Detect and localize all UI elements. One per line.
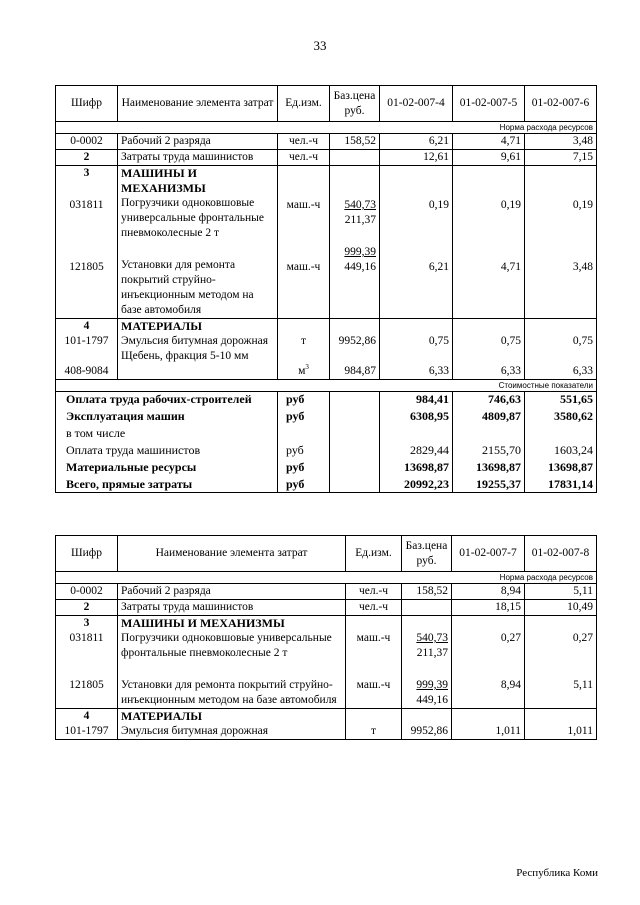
row-name: Рабочий 2 разряда xyxy=(118,584,346,600)
machine-operator-price: 211,37 xyxy=(344,214,376,226)
material-name: Эмульсия битумная дорожная xyxy=(121,725,269,737)
header-col2: 01-02-007-8 xyxy=(525,536,597,572)
cost-summary xyxy=(56,392,597,493)
machine-value: 6,21 xyxy=(428,261,449,273)
row-code: 0-0002 xyxy=(56,584,118,600)
norm-label: Норма расхода ресурсов xyxy=(56,572,597,584)
cost-value: 13698,87 xyxy=(476,460,521,474)
machine-value: 0,19 xyxy=(500,199,521,211)
header-col1: 01-02-007-7 xyxy=(452,536,525,572)
cost-value: 984,41 xyxy=(416,392,449,406)
section-machines xyxy=(56,616,597,709)
machine-value: 8,94 xyxy=(500,679,521,691)
machine-unit: маш.-ч xyxy=(356,632,391,644)
cost-including: в том числе xyxy=(66,426,126,440)
row-value: 5,11 xyxy=(525,584,597,600)
cost-name: Всего, прямые затраты xyxy=(66,477,193,491)
material-code: 408-9084 xyxy=(64,365,109,377)
row-price xyxy=(402,600,452,616)
row-name: Затраты труда машинистов xyxy=(118,600,346,616)
cost-unit: руб xyxy=(286,443,304,457)
row-name: Затраты труда машинистов xyxy=(118,150,278,166)
page-number: 33 xyxy=(313,38,327,53)
cost-unit: руб xyxy=(286,477,305,491)
section-materials xyxy=(56,709,597,740)
footer-region: Республика Коми xyxy=(516,867,598,879)
material-unit: т xyxy=(370,725,377,737)
material-price: 9952,86 xyxy=(338,335,376,347)
row-unit: чел.-ч xyxy=(346,584,402,600)
machine-code: 121805 xyxy=(69,261,104,273)
section-title: МАТЕРИАЛЫ xyxy=(121,709,202,723)
row-value: 4,71 xyxy=(453,134,525,150)
row-value: 6,21 xyxy=(380,134,453,150)
cost-value: 3580,62 xyxy=(554,409,593,423)
material-name: Эмульсия битумная дорожная xyxy=(121,335,269,347)
row-value: 10,49 xyxy=(525,600,597,616)
material-unit: $м^3$ xyxy=(298,363,309,377)
machine-name: Установки для ремонта покрытий струйно-инъекционным методом на базе автомобиля xyxy=(121,259,254,316)
material-value: 6,33 xyxy=(500,365,521,377)
norm-label: Норма расхода ресурсов xyxy=(56,122,597,134)
material-value: 0,75 xyxy=(428,335,449,347)
machine-unit: маш.-ч xyxy=(356,679,391,691)
section-number: 4 xyxy=(83,710,90,722)
cost-value: 2155,70 xyxy=(482,443,521,457)
row-code: 0-0002 xyxy=(56,134,118,150)
machine-code: 031811 xyxy=(69,632,104,644)
machine-name: Погрузчики одноковшовые универсальные фронтальные пневмоколесные 2 т xyxy=(121,197,265,239)
header-col1: 01-02-007-4 xyxy=(380,86,453,122)
material-value: 0,75 xyxy=(572,335,593,347)
cost-value: 17831,14 xyxy=(548,477,593,491)
header-unit: Ед.изм. xyxy=(278,86,330,122)
section-number: 3 xyxy=(83,167,90,179)
cost-value: 13698,87 xyxy=(548,460,593,474)
row-unit: чел.-ч xyxy=(278,134,330,150)
cost-name: Эксплуатация машин xyxy=(66,409,185,423)
machine-unit: маш.-ч xyxy=(286,199,321,211)
machine-code: 121805 xyxy=(69,679,104,691)
cost-name: Материальные ресурсы xyxy=(66,460,197,474)
section-number: 4 xyxy=(83,320,90,332)
machine-value: 0,27 xyxy=(500,632,521,644)
row-price xyxy=(330,150,380,166)
machine-unit: маш.-ч xyxy=(286,261,321,273)
row-price: 158,52 xyxy=(402,584,452,600)
header-base-price: Баз.цена руб. xyxy=(330,86,380,122)
machine-price: 999,39 xyxy=(416,679,448,691)
section-materials xyxy=(56,319,597,380)
cost-name: Оплата труда машинистов xyxy=(66,443,201,457)
machine-operator-price: 211,37 xyxy=(416,647,448,659)
header-name: Наименование элемента затрат xyxy=(118,86,278,122)
cost-value: 6308,95 xyxy=(410,409,449,423)
material-value: 1,011 xyxy=(567,725,593,737)
row-value: 18,15 xyxy=(452,600,525,616)
material-value: 6,33 xyxy=(572,365,593,377)
resource-table-2 xyxy=(55,535,597,740)
row-unit: чел.-ч xyxy=(346,600,402,616)
header-base-price: Баз.цена руб. xyxy=(402,536,452,572)
cost-label: Стоимостные показатели xyxy=(56,380,597,392)
cost-unit: руб xyxy=(286,460,305,474)
material-code: 101-1797 xyxy=(64,725,109,737)
machine-price: 999,39 xyxy=(344,246,376,258)
material-code: 101-1797 xyxy=(64,335,109,347)
machine-value: 0,27 xyxy=(572,632,593,644)
row-value: 7,15 xyxy=(525,150,597,166)
cost-name: Оплата труда рабочих-строителей xyxy=(66,392,252,406)
machine-value: 0,19 xyxy=(572,199,593,211)
resource-table-1 xyxy=(55,85,597,493)
section-title: МАТЕРИАЛЫ xyxy=(121,319,202,333)
machine-value: 3,48 xyxy=(572,261,593,273)
row-value: 12,61 xyxy=(380,150,453,166)
section-number: 3 xyxy=(83,617,90,629)
cost-unit: руб xyxy=(286,409,305,423)
header-name: Наименование элемента затрат xyxy=(118,536,346,572)
section-machines xyxy=(56,166,597,319)
cost-value: 4809,87 xyxy=(482,409,521,423)
row-unit: чел.-ч xyxy=(278,150,330,166)
cost-value: 19255,37 xyxy=(476,477,521,491)
table-row xyxy=(56,134,597,150)
table-row xyxy=(56,150,597,166)
machine-name: Погрузчики одноковшовые универсальные фронтальные пневмоколесные 2 т xyxy=(121,632,332,659)
material-value: 6,33 xyxy=(428,365,449,377)
machine-price: 540,73 xyxy=(344,199,376,211)
table-row xyxy=(56,584,597,600)
section-title: МАШИНЫ И МЕХАНИЗМЫ xyxy=(121,166,206,195)
row-code: 2 xyxy=(56,150,118,166)
cost-value: 2829,44 xyxy=(410,443,449,457)
table-row xyxy=(56,600,597,616)
cost-value: 20992,23 xyxy=(404,477,449,491)
header-col2: 01-02-007-5 xyxy=(453,86,525,122)
header-code: Шифр xyxy=(56,536,118,572)
row-name: Рабочий 2 разряда xyxy=(118,134,278,150)
header-col3: 01-02-007-6 xyxy=(525,86,597,122)
header-unit: Ед.изм. xyxy=(346,536,402,572)
row-value: 9,61 xyxy=(453,150,525,166)
material-name: Щебень, фракция 5-10 мм xyxy=(121,350,249,362)
cost-unit: руб xyxy=(286,392,305,406)
material-price: 9952,86 xyxy=(410,725,448,737)
machine-operator-price: 449,16 xyxy=(344,261,376,273)
header-code: Шифр xyxy=(56,86,118,122)
material-price: 984,87 xyxy=(344,365,376,377)
machine-code: 031811 xyxy=(69,199,104,211)
machine-value: 4,71 xyxy=(500,261,521,273)
row-value: 8,94 xyxy=(452,584,525,600)
machine-operator-price: 449,16 xyxy=(416,694,448,706)
cost-value: 1603,24 xyxy=(554,443,593,457)
row-price: 158,52 xyxy=(330,134,380,150)
machine-name: Установки для ремонта покрытий струйно-инъекционным методом на базе автомобиля xyxy=(121,679,337,706)
cost-value: 746,63 xyxy=(488,392,521,406)
machine-value: 5,11 xyxy=(573,679,593,691)
row-value: 3,48 xyxy=(525,134,597,150)
cost-value: 551,65 xyxy=(560,392,593,406)
machine-value: 0,19 xyxy=(428,199,449,211)
cost-value: 13698,87 xyxy=(404,460,449,474)
material-value: 1,011 xyxy=(495,725,521,737)
material-value: 0,75 xyxy=(500,335,521,347)
section-title: МАШИНЫ И МЕХАНИЗМЫ xyxy=(121,616,285,630)
material-unit: т xyxy=(300,335,307,347)
machine-price: 540,73 xyxy=(416,632,448,644)
row-code: 2 xyxy=(56,600,118,616)
